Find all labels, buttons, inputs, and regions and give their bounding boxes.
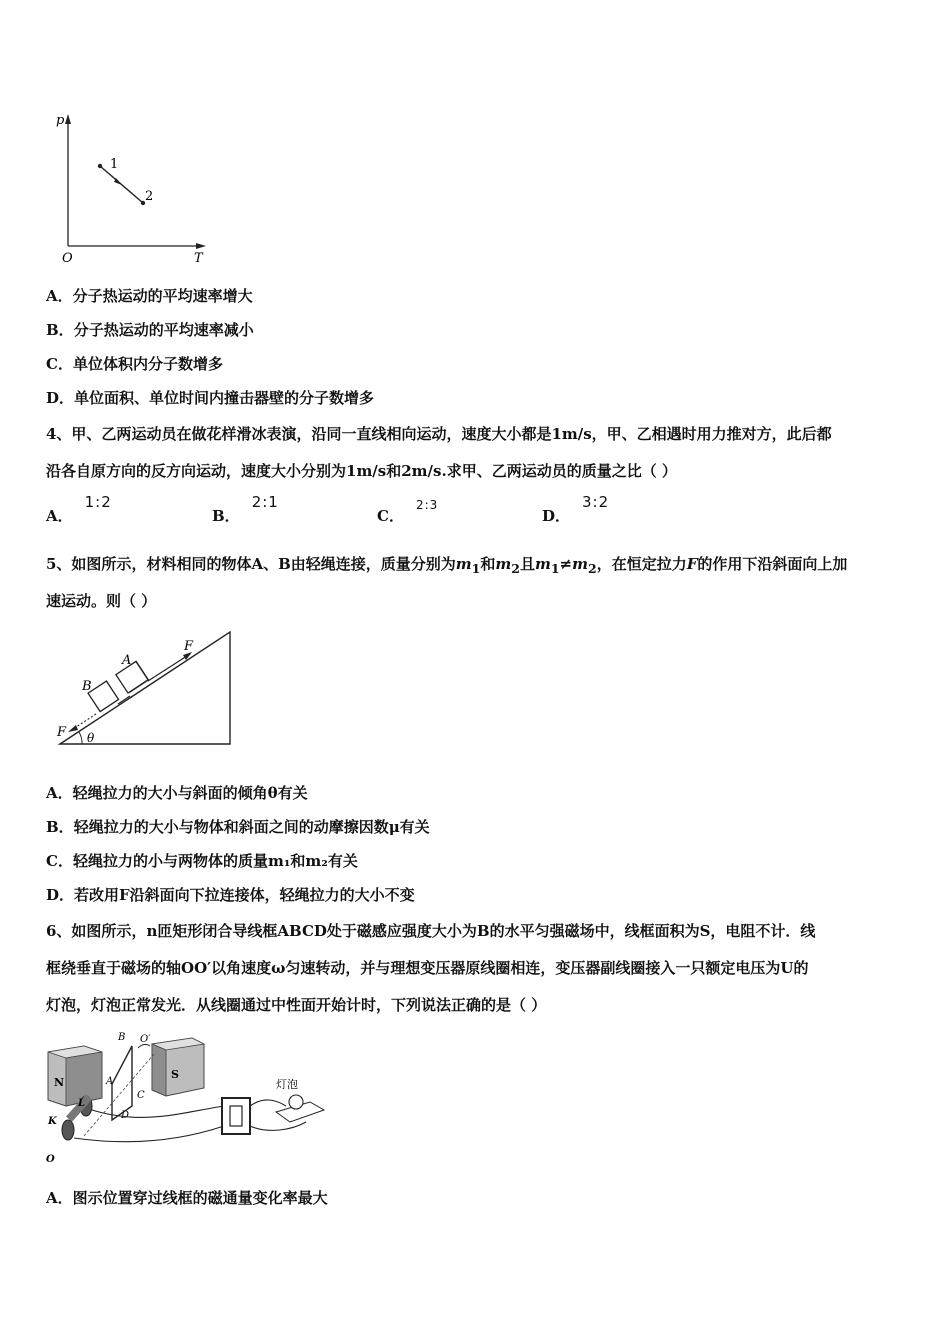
svg-text:K: K [48,1116,57,1127]
force-f-arrow [148,654,190,681]
block-a [116,661,148,693]
svg-text:D: D [121,1110,130,1121]
q4-option-b: B．2:1 [212,493,279,525]
q4-stem-line1: 4、甲、乙两运动员在做花样滑冰表演，沿同一直线相向运动，速度大小都是1m/s，甲、乙相遇时用力推对方，此后都 [46,425,832,443]
q4-option-d: D．3:2 [542,493,610,525]
q4-option-a: A．1:2 [46,493,112,525]
point-1-label: 1 [110,157,119,172]
p-t-graph [48,108,218,268]
coil-abcd [112,1046,132,1120]
generator-figure [44,1026,334,1168]
origin-label: O [62,251,73,266]
q5-option-a: A．轻绳拉力的大小与斜面的倾角θ有关 [46,784,308,802]
svg-text:O′: O′ [140,1034,151,1045]
label-n: N [54,1076,65,1089]
svg-text:C: C [137,1090,145,1101]
q5-option-d: D．若改用F沿斜面向下拉连接体，轻绳拉力的大小不变 [46,886,415,904]
q3-option-a: A．分子热运动的平均速率增大 [46,287,253,305]
block-b [88,681,118,711]
svg-text:A: A [106,1076,114,1087]
label-s: S [171,1068,179,1081]
lamp-bulb-icon [289,1095,303,1109]
label-theta: θ [87,731,95,745]
q5-option-c: C．轻绳拉力的小与两物体的质量m₁和m₂有关 [46,852,358,870]
axis-p-label: p [56,113,65,128]
q4-option-c: C．$^{2:3}$ [377,498,439,525]
q6-stem-line1: 6、如图所示，n匝矩形闭合导线框ABCD处于磁感应强度大小为B的水平匀强磁场中，线框面积为S，电阻不计．线 [46,922,816,940]
label-b: B [82,679,92,694]
q6-stem-line2: 框绕垂直于磁场的轴OO′以角速度ω匀速转动，并与理想变压器原线圈相连，变压器副线圈接入一只额定电压为U的 [46,959,809,977]
q5-option-b: B．轻绳拉力的大小与物体和斜面之间的动摩擦因数μ有关 [46,818,430,836]
svg-text:L: L [78,1098,86,1109]
label-a: A [122,653,132,668]
q4-stem-line2: 沿各自原方向的反方向运动，速度大小分别为1m/s和2m/s.求甲、乙两运动员的质量之比（ ） [46,462,677,480]
q3-option-b: B．分子热运动的平均速率减小 [46,321,254,339]
q6-stem-line3: 灯泡，灯泡正常发光．从线圈通过中性面开始计时，下列说法正确的是（ ） [46,996,547,1014]
q5-stem-line2: 速运动。则（ ） [46,592,157,610]
axis-t-label: T [194,251,203,266]
svg-text:O: O [46,1154,55,1165]
point-2-label: 2 [145,189,154,204]
q5-stem-line1: 5、如图所示，材料相同的物体A、B由轻绳连接，质量分别为$m_1$和$m_2$且$m_1\ne m_2$，在恒定拉力F的作用下沿斜面向上加 [46,555,848,576]
incline-figure [52,628,242,750]
label-f-bottom: F [57,725,67,740]
svg-text:B: B [118,1032,126,1043]
rope [118,696,130,704]
label-lamp: 灯泡 [276,1078,298,1091]
q3-option-d: D．单位面积、单位时间内撞击器壁的分子数增多 [46,389,375,407]
label-f-top: F [184,639,194,654]
q3-option-c: C．单位体积内分子数增多 [46,355,223,373]
q6-option-a: A．图示位置穿过线框的磁通量变化率最大 [46,1189,328,1207]
